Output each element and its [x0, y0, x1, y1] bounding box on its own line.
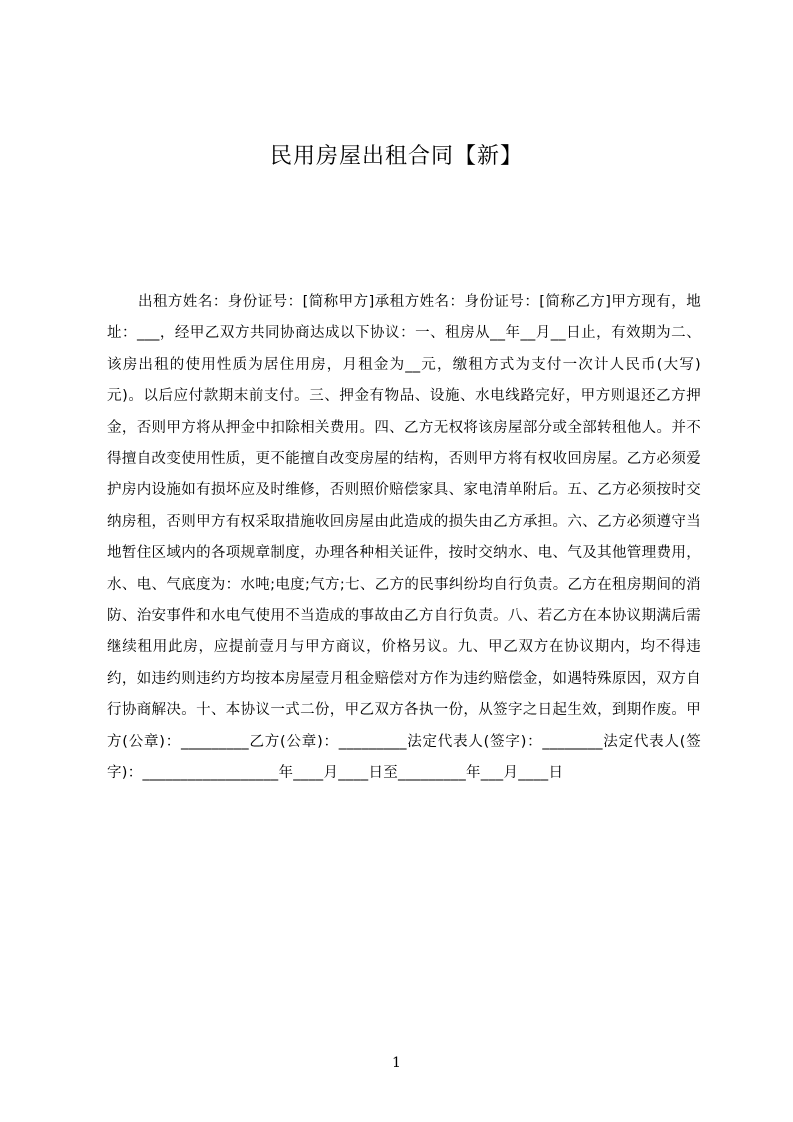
contract-body-paragraph: 出租方姓名：身份证号：[简称甲方]承租方姓名：身份证号：[简称乙方]甲方现有，地址：___，经甲乙双方共同协商达成以下协议：一、租房从__年__月__日止，有效期为二、该房出租的使用性质为居住用房，月租金为__元，缴租方式为支付一次计人民币(大写)元)。以后应付款期末前支付。三、押金有物品、设施、水电线路完好，甲方则退还乙方押金，否则甲方将从押金中扣除相关费用。四、乙方无权将该房屋部分或全部转租他人。并不得擅自改变使用性质，更不能擅自改变房屋的结构，否则甲方将有权收回房屋。乙方必须爱护房内设施如有损坏应及时维修，否则照价赔偿家具、家电清单附后。五、乙方必须按时交纳房租，否则甲方有权采取措施收回房屋由此造成的损失由乙方承担。六、乙方必须遵守当地暂住区域内的各项规章制度，办理各种相关证件，按时交纳水、电、气及其他管理费用，水、电、气底度为：水吨;电度;气方;七、乙方的民事纠纷均自行负责。乙方在租房期间的消防、治安事件和水电气使用不当造成的事故由乙方自行负责。八、若乙方在本协议期满后需继续租用此房，应提前壹月与甲方商议，价格另议。九、甲乙双方在协议期内，均不得违约，如违约则违约方均按本房屋壹月租金赔偿对方作为违约赔偿金，如遇特殊原因，双方自行协商解决。十、本协议一式二份，甲乙双方各执一份，从签字之日起生效，到期作废。甲方(公章)：_________乙方(公章)：_________法定代表人(签字)：________法定代表人(签字)：__________________年____月____日至_________年___月____日	[107, 294, 701, 782]
page-number: 1	[392, 1055, 401, 1071]
document-title: 民用房屋出租合同【新】	[269, 144, 523, 169]
